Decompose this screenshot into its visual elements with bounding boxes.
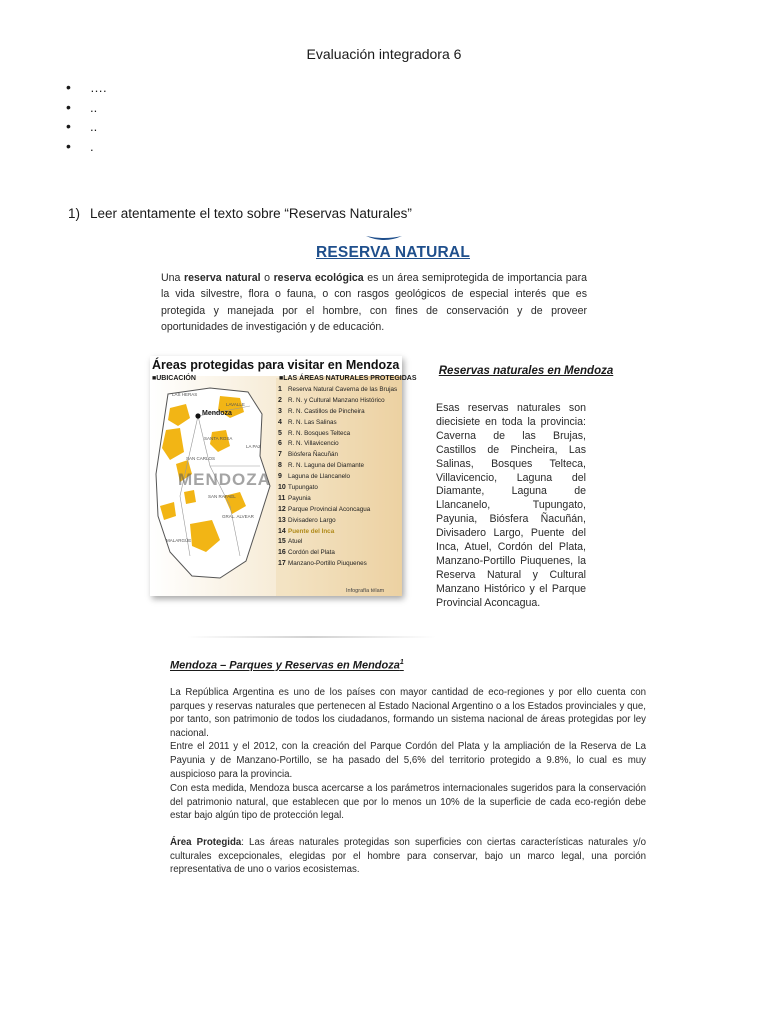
side-title: Reservas naturales en Mendoza	[438, 365, 614, 377]
list-item	[278, 418, 397, 429]
area-number: 2	[278, 396, 282, 404]
list-item	[278, 429, 397, 440]
list-item	[278, 461, 397, 472]
area-name: R. N. Castillos de Pincheira	[288, 407, 365, 415]
map-town-label: LAS HERAS	[172, 392, 198, 397]
list-item: • ….	[66, 78, 107, 98]
protected-areas-list	[278, 385, 397, 570]
separator	[186, 636, 436, 638]
area-name: Divisadero Largo	[288, 516, 336, 524]
map-town-label: SAN RAFAEL	[208, 494, 236, 499]
intro-bold: reserva ecológica	[273, 272, 364, 284]
list-item	[278, 494, 397, 505]
paragraph-2: Entre el 2011 y el 2012, con la creación del Parque Cordón del Plata y la ampliación de la Reserva de La Payunia y de Manzano-Portillo, se ha pasado del 5,6% del territorio protegido a 9.8%, lo cual es muy auspicioso para la provincia.	[170, 741, 646, 780]
term-label: Área Protegida	[170, 837, 242, 848]
area-name: Cordón del Plata	[288, 549, 335, 557]
intro-text: es un área semiprotegida de importancia para la vida silvestre, flora o fauna, o con rasgos geológicos de especial interés que es protegida y manejada por el hombre, con fines de conservación y de proveer oportunidades de investigación y de educación.	[161, 272, 587, 334]
area-name: Reserva Natural Caverna de las Brujas	[288, 386, 398, 393]
area-number: 13	[278, 516, 286, 524]
area-name: R. N. y Cultural Manzano Histórico	[288, 396, 385, 404]
area-name: R. N. Villavicencio	[288, 440, 339, 448]
area-number: 11	[278, 494, 286, 502]
page-title: Evaluación integradora 6	[306, 46, 462, 62]
bullet-list	[66, 78, 107, 156]
reserva-title: RESERVA NATURAL	[316, 244, 470, 261]
map-list-label: ■LAS ÁREAS NATURALES PROTEGIDAS	[279, 375, 417, 382]
area-name: Atuel	[288, 538, 303, 546]
list-item	[278, 537, 397, 548]
area-number: 1	[278, 386, 282, 393]
area-name: Laguna de Llancanelo	[288, 473, 350, 481]
area-number: 16	[278, 549, 286, 557]
area-name: R. N. Las Salinas	[288, 418, 337, 426]
map-province-label: MENDOZA	[178, 470, 271, 489]
list-item	[278, 450, 397, 461]
instruction-number: 1)	[68, 206, 81, 221]
map-town-label: MALARGÜE	[166, 538, 192, 543]
map-city-label: Mendoza	[202, 410, 232, 417]
area-number: 4	[278, 418, 282, 426]
intro-text: Una	[161, 272, 184, 284]
area-name: R. N. Bosques Telteca	[288, 429, 351, 437]
footnote-ref: 1	[399, 659, 404, 666]
paragraph-1: La República Argentina es uno de los países con mayor cantidad de eco-regiones y por ello cuenta con parques y reservas naturales que pertenecen al Estado Nacional Argentino o a los Estados provinciales y que, por tanto, son patrimonio de todos los ciudadanos, formando un sistema nacional de áreas protegidas por ley nacional.	[170, 687, 646, 739]
instruction-item	[68, 206, 412, 221]
map-town-label: SANTA ROSA	[204, 436, 233, 441]
area-number: 5	[278, 429, 282, 437]
map-town-label: LAVALLE	[226, 402, 245, 407]
list-item	[278, 559, 397, 570]
area-name: Parque Provincial Aconcagua	[288, 505, 371, 513]
instruction-text: Leer atentamente el texto sobre “Reservas Naturales”	[90, 206, 412, 221]
paragraph-4	[170, 836, 646, 877]
paragraph-3: Con esta medida, Mendoza busca acercarse a los parámetros internacionales sugeridos para la conservación del patrimonio natural, que establecen que por lo menos un 10% de la superficie de cada eco-región debe estar bajo algún tipo de protección legal.	[170, 783, 646, 822]
area-number: 7	[278, 451, 282, 459]
list-item	[278, 527, 397, 538]
list-item: • .	[66, 137, 107, 157]
section-title-text: Mendoza – Parques y Reservas en Mendoza	[170, 659, 400, 672]
area-number: 14	[278, 527, 286, 535]
area-name: Manzano-Portillo Piuquenes	[288, 560, 367, 568]
side-body: Esas reservas naturales son diecisiete en toda la provincia: Caverna de las Brujas, Castillos de Pincheira, Las Salinas, Bosques Telteca, Villavicencio, Laguna del Diamante, Laguna de Llancanelo, Tupungato, Payunia, Biósfera Ñacuñán, Divisadero Largo, Puente del Inca, Atuel, Cordón del Plata, Manzano-Portillo Piuquenes, la Reserva Natural y Cultural Manzano Histórico y el Parque Provincial Aconcagua.	[436, 402, 586, 609]
map-town-label: GRAL. ALVEAR	[222, 514, 254, 519]
area-number: 17	[278, 560, 286, 568]
area-number: 12	[278, 505, 286, 513]
list-item	[278, 472, 397, 483]
area-number: 3	[278, 407, 282, 415]
area-name: Tupungato	[288, 484, 318, 492]
list-item: • ..	[66, 98, 107, 118]
map-location-label: ■UBICACIÓN	[152, 375, 196, 382]
intro-text: o	[260, 272, 274, 284]
area-name: R. N. Laguna del Diamante	[288, 462, 364, 470]
area-number: 8	[278, 462, 282, 470]
area-number: 15	[278, 538, 286, 546]
list-item	[278, 516, 397, 527]
area-number: 10	[278, 484, 286, 492]
list-item	[278, 483, 397, 494]
area-name: Payunia	[288, 494, 311, 502]
section-title	[170, 659, 404, 672]
reserva-intro	[161, 270, 587, 336]
map-town-label: SAN CARLOS	[186, 456, 216, 461]
paragraph	[170, 686, 646, 781]
list-item: • ..	[66, 117, 107, 137]
map-town-label: LA PAZ	[246, 444, 261, 449]
area-number: 6	[278, 440, 282, 448]
list-item	[278, 548, 397, 559]
list-item	[278, 396, 397, 407]
list-item	[278, 439, 397, 450]
area-name: Biósfera Ñacuñán	[288, 451, 339, 459]
term-definition: : Las áreas naturales protegidas son superficies con ciertas características naturales y/o culturales excepcionales, elegidas por el hombre para conservar, bajo un marco legal, una porción representativa de uno o varios ecosistemas.	[170, 837, 646, 876]
infographic-credit: Infografía télam	[346, 588, 385, 594]
list-item	[278, 385, 397, 396]
list-item	[278, 407, 397, 418]
wave-logo-icon	[364, 234, 404, 244]
intro-bold: reserva natural	[183, 272, 261, 284]
area-name: Puente del Inca	[288, 527, 335, 535]
list-item	[278, 505, 397, 516]
map-heading: Áreas protegidas para visitar en Mendoza	[152, 358, 400, 372]
area-number: 9	[278, 473, 282, 481]
